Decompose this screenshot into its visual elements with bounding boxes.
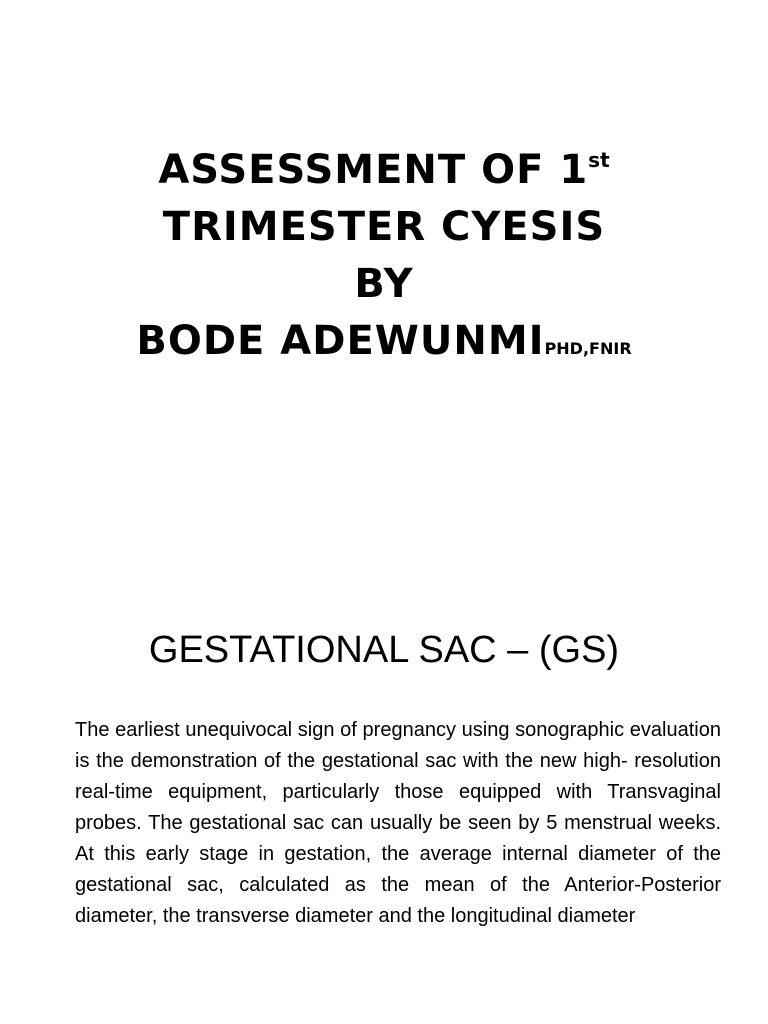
author-credentials: PHD,FNIR	[544, 339, 632, 358]
title-text-1: ASSESSMENT OF 1	[158, 147, 589, 193]
title-line-1	[0, 132, 768, 199]
title-line-2: TRIMESTER CYESIS	[162, 204, 606, 250]
author-line	[0, 313, 768, 377]
slide-heading: GESTATIONAL SAC – (GS)	[148, 629, 620, 671]
title-line-3: BY	[354, 261, 414, 307]
slide-title	[0, 132, 768, 377]
author-name: BODE ADEWUNMI	[136, 318, 545, 364]
ordinal-superscript: st	[588, 148, 610, 172]
slide-body-text: The earliest unequivocal sign of pregnancy using sonographic evaluation is the demonstration of the gestational sac with the new high- resolution real-time equipment, particularly those equipped with Transvaginal probes. The gestational sac can usually be seen by 5 menstrual weeks. At this early stage in gestation, the average internal diameter of the gestational sac, calculated as the mean of the Anterior-Posterior diameter, the transverse diameter and the longitudinal diameter	[75, 719, 721, 927]
